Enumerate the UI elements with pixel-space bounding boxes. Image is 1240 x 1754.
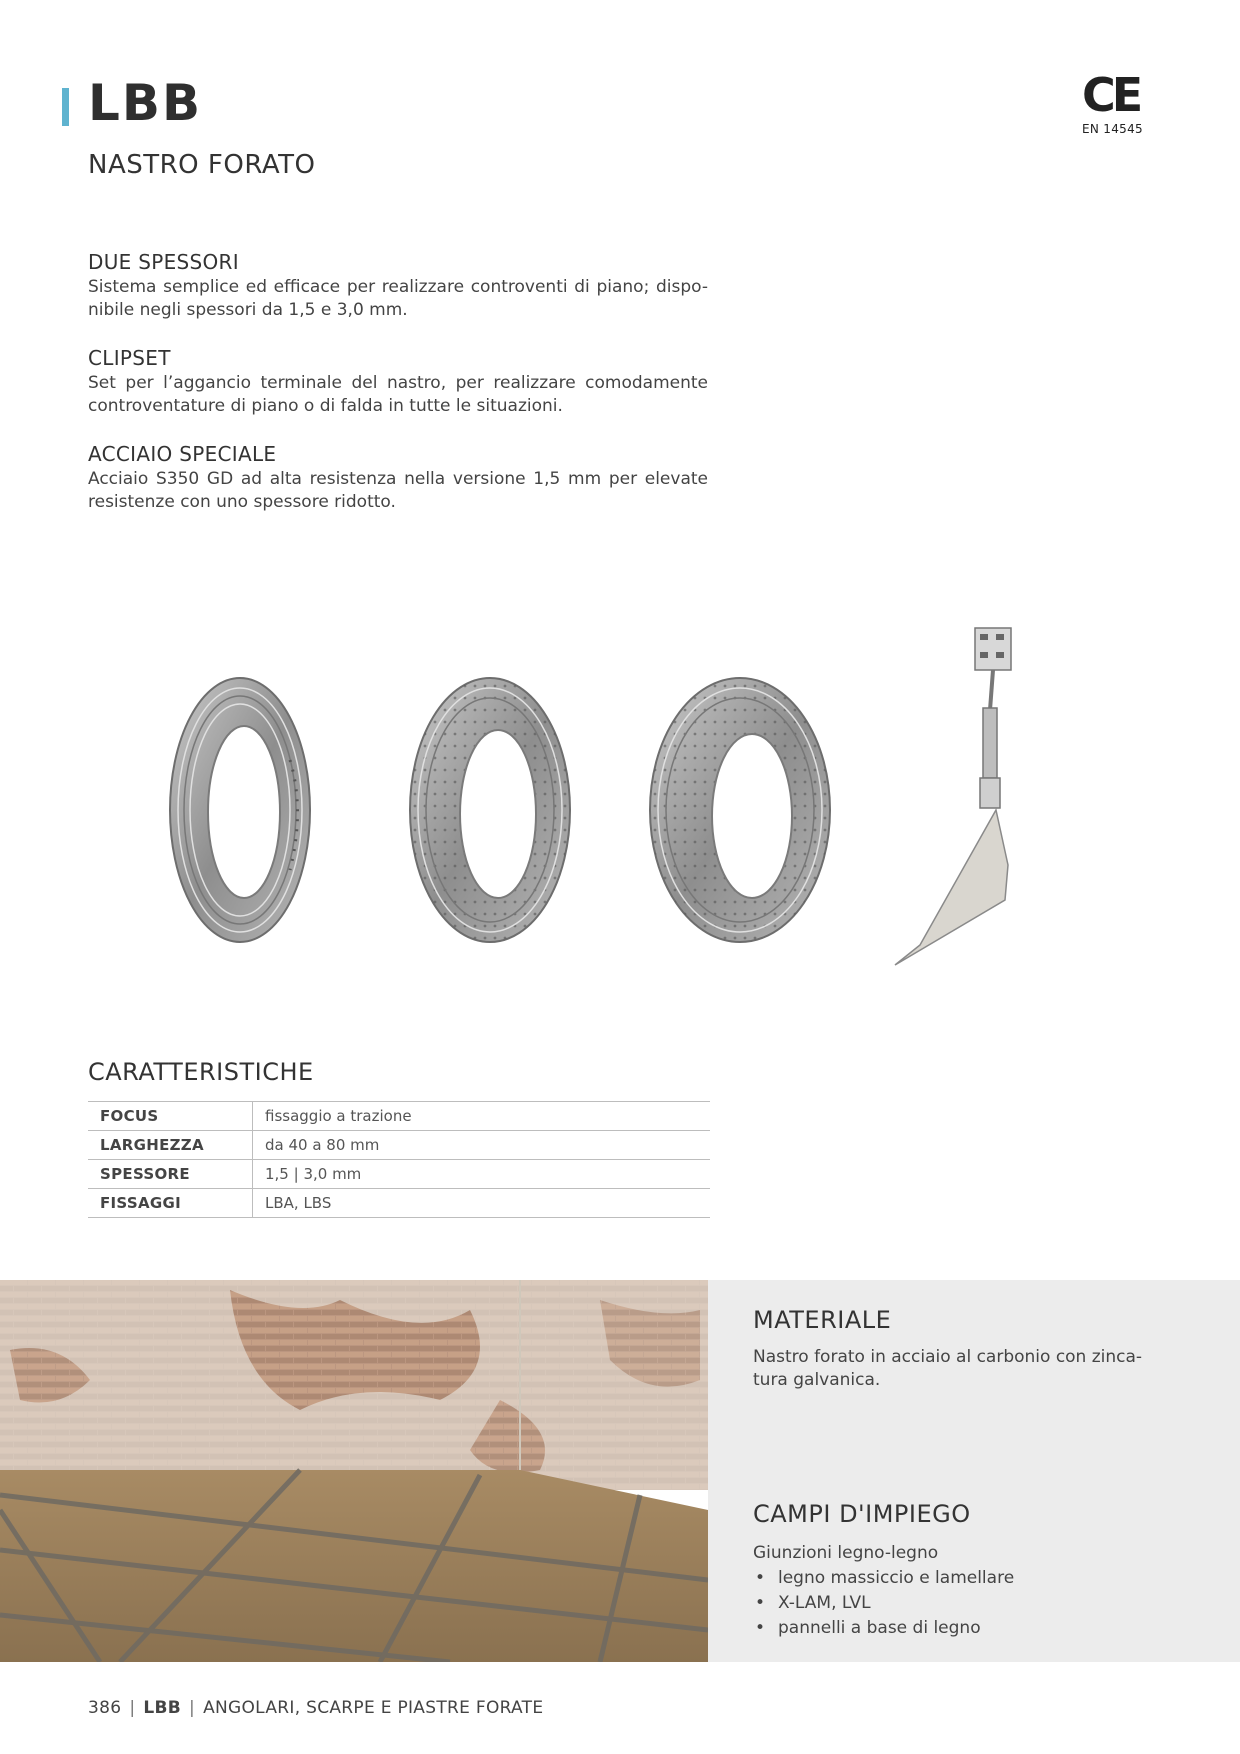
characteristics-title: CARATTERISTICHE [88,1058,314,1086]
table-row [88,1160,710,1189]
page-title: LBB [88,74,203,132]
table-value: LBA, LBS [253,1189,711,1218]
coil-60mm-image [410,678,570,942]
feature-title: ACCIAIO SPECIALE [88,442,277,466]
coil-40mm-image [170,678,310,942]
feature-title: CLIPSET [88,346,171,370]
characteristics-table [88,1101,710,1218]
feature-item [88,346,708,418]
table-value: 1,5 | 3,0 mm [253,1160,711,1189]
table-key: FOCUS [88,1102,253,1131]
coil-80mm-image [650,678,830,942]
clipset-image [895,628,1011,965]
materiale-text: Nastro forato in acciaio al carbonio con zinca-tura galvanica. [753,1347,1143,1390]
page-number: 386 [88,1698,122,1718]
application-photo [0,1280,708,1662]
table-key: FISSAGGI [88,1189,253,1218]
table-value: fissaggio a trazione [253,1102,711,1131]
table-key: SPESSORE [88,1160,253,1189]
table-row [88,1189,710,1218]
campi-title: CAMPI D'IMPIEGO [753,1500,971,1528]
table-key: LARGHEZZA [88,1131,253,1160]
ce-marking [1082,68,1143,136]
feature-text: Acciaio S350 GD ad alta resistenza nella versione 1,5 mm per elevate resistenze con uno spessore ridotto. [88,469,708,512]
page-footer: 386 | LBB | ANGOLARI, SCARPE E PIASTRE FORATE [88,1698,544,1718]
list-item: • X-LAM, LVL [753,1591,1014,1616]
table-row [88,1102,710,1131]
table-row [88,1131,710,1160]
title-accent-bar [62,88,69,126]
product-illustration [160,620,1040,970]
feature-text: Set per l’aggancio terminale del nastro, per realizzare comodamente controventature di piano o di falda in tutte le situazioni. [88,373,708,416]
feature-item [88,250,708,322]
ce-mark-icon: CE [1082,68,1140,122]
product-images [160,620,1040,970]
list-item: • pannelli a base di legno [753,1616,1014,1641]
floor-bracing-photo [0,1280,708,1662]
list-item: • legno massiccio e lamellare [753,1566,1014,1591]
page-subtitle: NASTRO FORATO [88,150,316,180]
feature-item [88,442,708,514]
materiale-title: MATERIALE [753,1306,892,1334]
feature-text: Sistema semplice ed efficace per realizzare controventi di piano; dispo-nibile negli spessori da 1,5 e 3,0 mm. [88,277,708,320]
info-panel [708,1280,1240,1662]
table-value: da 40 a 80 mm [253,1131,711,1160]
campi-list [753,1566,1014,1641]
footer-product: LBB [143,1698,182,1718]
features-list [88,250,708,538]
footer-section: ANGOLARI, SCARPE E PIASTRE FORATE [203,1698,544,1718]
ce-standard: EN 14545 [1082,122,1143,136]
feature-title: DUE SPESSORI [88,250,239,274]
campi-intro: Giunzioni legno-legno [753,1543,939,1563]
